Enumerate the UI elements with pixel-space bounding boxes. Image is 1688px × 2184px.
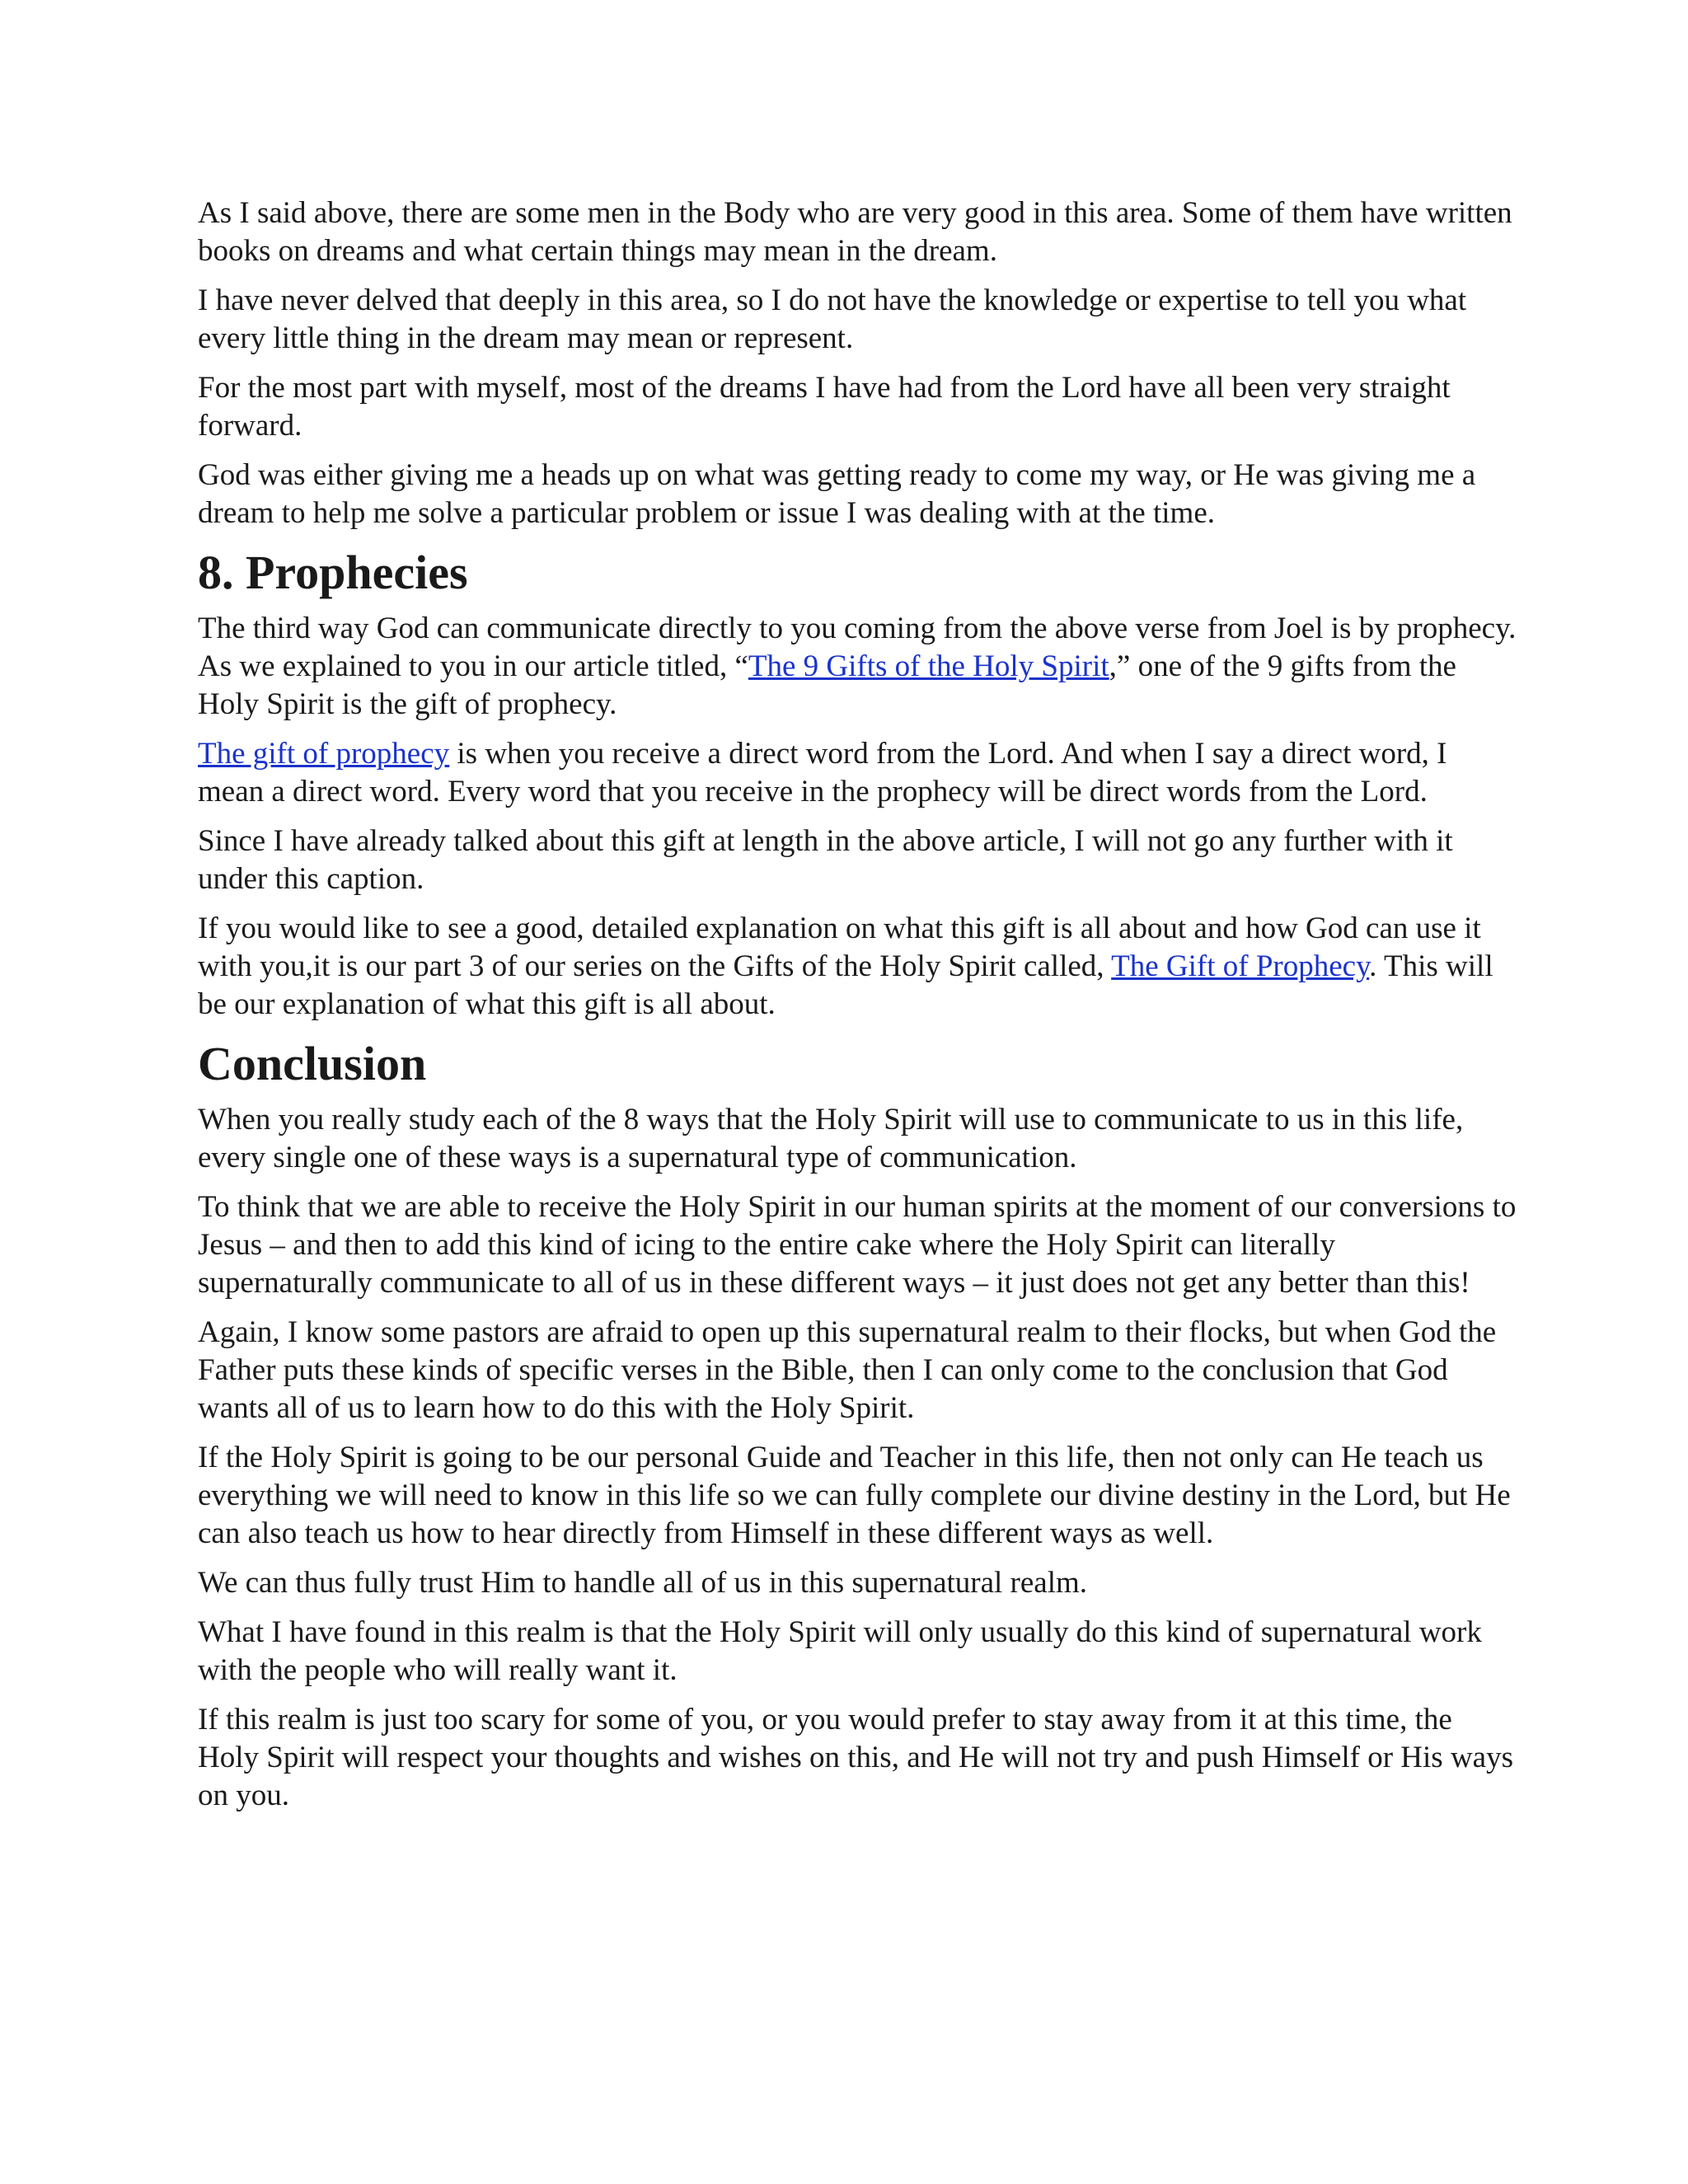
link-gift-of-prophecy[interactable]: The gift of prophecy (198, 737, 450, 771)
paragraph-detailed-explanation (198, 910, 1517, 1024)
text-detailed-start: If you would like to see a good, detailed explanation on what this gift is all about and how God can use it with you,it is our part 3 of our series on the Gifts of the Holy Spirit called, (198, 912, 1481, 983)
text-detailed-end: . This will be our explanation of what this gift is all about. (198, 949, 1493, 1021)
paragraph-guide-teacher: If the Holy Spirit is going to be our personal Guide and Teacher in this life, then not only can He teach us everything we will need to know in this life so we can fully complete our divine destiny in the Lord, but He can also teach us how to hear directly from Himself in these different ways as well. (198, 1441, 1511, 1550)
paragraph-fully-trust: We can thus fully trust Him to handle all of us in this supernatural realm. (198, 1566, 1088, 1600)
paragraph-most-part: For the most part with myself, most of the dreams I have had from the Lord have all been very straight forward. (198, 371, 1451, 443)
paragraph-men-in-body: As I said above, there are some men in the Body who are very good in this area. Some of them have written books on dreams and what certain things may mean in the dream. (198, 196, 1512, 268)
paragraph-heads-up: God was either giving me a heads up on what was getting ready to come my way, or He was giving me a dream to help me solve a particular problem or issue I was dealing with at the time. (198, 458, 1476, 530)
paragraph-already-talked: Since I have already talked about this gift at length in the above article, I will not go any further with it under this caption. (198, 824, 1453, 896)
paragraph-study-8-ways: When you really study each of the 8 ways that the Holy Spirit will use to communicate to us in this life, every single one of these ways is a supernatural type of communication. (198, 1103, 1464, 1174)
text-third-way-end: ,” one of the 9 gifts from the Holy Spirit is the gift of prophecy. (198, 649, 1456, 721)
paragraph-never-delved: I have never delved that deeply in this area, so I do not have the knowledge or expertise to tell you what every little thing in the dream may mean or represent. (198, 284, 1467, 355)
heading-prophecies: 8. Prophecies (198, 546, 468, 599)
paragraph-third-way (198, 610, 1517, 724)
paragraph-found-in-realm: What I have found in this realm is that the Holy Spirit will only usually do this kind of supernatural work with the people who will really want it. (198, 1615, 1482, 1687)
text-third-way-start: The third way God can communicate directly to you coming from the above verse from Joel is by prophecy. As we explained to you in our article titled, “ (198, 612, 1517, 683)
link-the-gift-of-prophecy-article[interactable]: The Gift of Prophecy (1111, 949, 1370, 983)
paragraph-too-scary: If this realm is just too scary for some of you, or you would prefer to stay away from it at this time, the Holy Spirit will respect your thoughts and wishes on this, and He will not try and push Himself or His ways on you. (198, 1703, 1513, 1812)
paragraph-gift-of-prophecy (198, 735, 1517, 811)
heading-conclusion: Conclusion (198, 1037, 427, 1090)
text-direct-word: is when you receive a direct word from the Lord. And when I say a direct word, I mean a direct word. Every word that you receive in the prophecy will be direct words from the Lord. (198, 737, 1447, 808)
paragraph-pastors-afraid: Again, I know some pastors are afraid to open up this supernatural realm to their flocks, but when God the Father puts these kinds of specific verses in the Bible, then I can only come to the conclusion that God wants all of us to learn how to do this with the Holy Spirit. (198, 1315, 1497, 1425)
paragraph-to-think: To think that we are able to receive the Holy Spirit in our human spirits at the moment of our conversions to Jesus – and then to add this kind of icing to the entire cake where the Holy Spirit can literally supernaturally communicate to all of us in these different ways – it just does not get any better than this! (198, 1190, 1517, 1300)
link-9-gifts-article[interactable]: The 9 Gifts of the Holy Spirit (748, 649, 1109, 683)
document-page (198, 194, 1517, 1826)
